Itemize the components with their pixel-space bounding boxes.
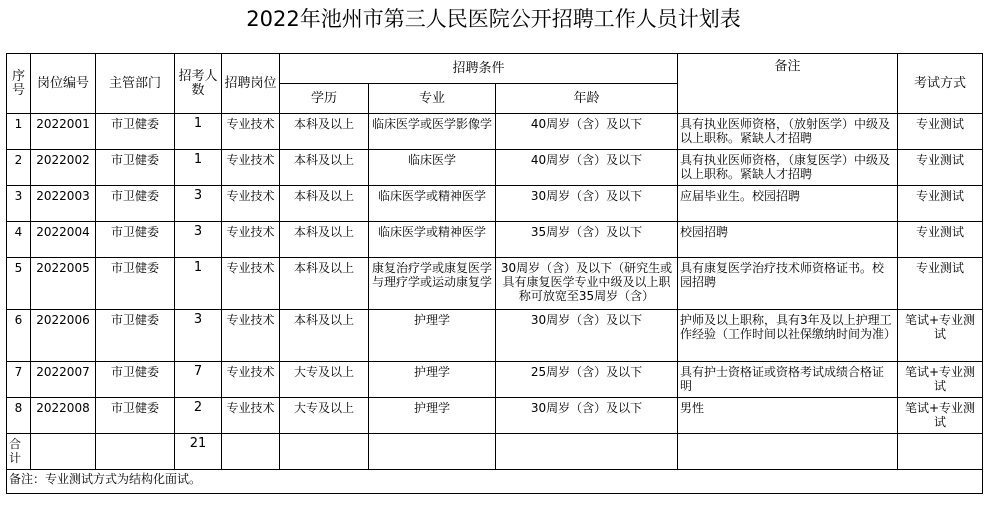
table-row: [7, 258, 983, 310]
table-row: [7, 398, 983, 434]
header-dept: 主管部门: [96, 54, 175, 114]
table-row: [7, 114, 983, 150]
header-age: 年龄: [496, 84, 678, 114]
row-age: 30周岁（含）及以下: [496, 310, 678, 362]
row-edu: 大专及以上: [280, 398, 369, 434]
recruitment-plan-table: [6, 53, 983, 494]
row-code: 2022008: [31, 398, 96, 434]
row-remark: 具有执业医师资格，（康复医学）中级及以上职称。紧缺人才招聘: [678, 150, 898, 186]
total-row: [7, 434, 983, 470]
row-seq: 8: [7, 398, 31, 434]
row-count: 2: [175, 398, 222, 434]
row-post: 专业技术: [222, 258, 280, 310]
row-seq: 4: [7, 222, 31, 258]
row-remark: 校园招聘: [678, 222, 898, 258]
row-remark: 具有护士资格证或资格考试成绩合格证明: [678, 362, 898, 398]
row-dept: 市卫健委: [96, 258, 175, 310]
row-seq: 1: [7, 114, 31, 150]
row-remark: 应届毕业生。校园招聘: [678, 186, 898, 222]
row-remark: 护师及以上职称，具有3年及以上护理工作经验（工作时间以社保缴纳时间为准）: [678, 310, 898, 362]
row-dept: 市卫健委: [96, 150, 175, 186]
row-major: 护理学: [369, 310, 496, 362]
row-remark: 男性: [678, 398, 898, 434]
row-seq: 5: [7, 258, 31, 310]
header-conditions: 招聘条件: [280, 54, 678, 84]
header-count: 招考人数: [175, 54, 222, 114]
row-count: 3: [175, 222, 222, 258]
row-edu: 本科及以上: [280, 150, 369, 186]
row-dept: 市卫健委: [96, 222, 175, 258]
row-count: 7: [175, 362, 222, 398]
row-code: 2022004: [31, 222, 96, 258]
row-edu: 本科及以上: [280, 186, 369, 222]
row-seq: 7: [7, 362, 31, 398]
row-post: 专业技术: [222, 186, 280, 222]
row-age: 30周岁（含）及以下（研究生或具有康复医学专业中级及以上职称可放宽至35周岁（含）: [496, 258, 678, 310]
table-row: [7, 186, 983, 222]
row-code: 2022003: [31, 186, 96, 222]
row-post: 专业技术: [222, 362, 280, 398]
row-exam: 专业测试: [898, 186, 983, 222]
row-exam: 专业测试: [898, 114, 983, 150]
row-code: 2022005: [31, 258, 96, 310]
row-seq: 2: [7, 150, 31, 186]
row-exam: 专业测试: [898, 150, 983, 186]
row-dept: 市卫健委: [96, 186, 175, 222]
page-title: 2022年池州市第三人民医院公开招聘工作人员计划表: [246, 7, 741, 31]
table-row: [7, 150, 983, 186]
row-exam: 笔试+专业测试: [898, 362, 983, 398]
row-edu: 大专及以上: [280, 362, 369, 398]
table-row: [7, 362, 983, 398]
table-row: [7, 222, 983, 258]
row-remark: 具有执业医师资格，（放射医学）中级及以上职称。紧缺人才招聘: [678, 114, 898, 150]
row-age: 30周岁（含）及以下: [496, 398, 678, 434]
row-dept: 市卫健委: [96, 310, 175, 362]
row-post: 专业技术: [222, 222, 280, 258]
header-row: [7, 54, 983, 84]
total-count: 21: [175, 434, 222, 470]
row-age: 30周岁（含）及以下: [496, 186, 678, 222]
row-exam: 笔试+专业测试: [898, 310, 983, 362]
row-code: 2022001: [31, 114, 96, 150]
row-major: 护理学: [369, 362, 496, 398]
row-age: 35周岁（含）及以下: [496, 222, 678, 258]
header-post: 招聘岗位: [222, 54, 280, 114]
total-label: 合计: [7, 434, 31, 470]
row-count: 1: [175, 258, 222, 310]
row-major: 康复治疗学或康复医学与理疗学或运动康复学: [369, 258, 496, 310]
row-code: 2022002: [31, 150, 96, 186]
row-edu: 本科及以上: [280, 114, 369, 150]
header-major: 专业: [369, 84, 496, 114]
row-remark: 具有康复医学治疗技术师资格证书。校园招聘: [678, 258, 898, 310]
header-exam: 考试方式: [898, 54, 983, 114]
row-major: 临床医学或精神医学: [369, 222, 496, 258]
row-seq: 6: [7, 310, 31, 362]
table-note: 备注：专业测试方式为结构化面试。: [7, 470, 983, 494]
header-code: 岗位编号: [31, 54, 96, 114]
row-count: 3: [175, 310, 222, 362]
row-post: 专业技术: [222, 114, 280, 150]
header-seq: 序号: [7, 54, 31, 114]
row-edu: 本科及以上: [280, 258, 369, 310]
row-dept: 市卫健委: [96, 114, 175, 150]
row-count: 3: [175, 186, 222, 222]
header-remark: 备注: [678, 54, 898, 114]
row-code: 2022006: [31, 310, 96, 362]
row-exam: 专业测试: [898, 258, 983, 310]
row-seq: 3: [7, 186, 31, 222]
row-age: 40周岁（含）及以下: [496, 150, 678, 186]
row-dept: 市卫健委: [96, 398, 175, 434]
row-count: 1: [175, 150, 222, 186]
note-row: [7, 470, 983, 494]
row-code: 2022007: [31, 362, 96, 398]
row-post: 专业技术: [222, 310, 280, 362]
row-major: 临床医学: [369, 150, 496, 186]
row-post: 专业技术: [222, 150, 280, 186]
row-major: 护理学: [369, 398, 496, 434]
row-dept: 市卫健委: [96, 362, 175, 398]
row-age: 40周岁（含）及以下: [496, 114, 678, 150]
row-edu: 本科及以上: [280, 310, 369, 362]
row-major: 临床医学或医学影像学: [369, 114, 496, 150]
table-row: [7, 310, 983, 362]
row-age: 25周岁（含）及以下: [496, 362, 678, 398]
row-exam: 专业测试: [898, 222, 983, 258]
row-major: 临床医学或精神医学: [369, 186, 496, 222]
row-post: 专业技术: [222, 398, 280, 434]
header-edu: 学历: [280, 84, 369, 114]
row-edu: 本科及以上: [280, 222, 369, 258]
row-count: 1: [175, 114, 222, 150]
row-exam: 笔试+专业测试: [898, 398, 983, 434]
